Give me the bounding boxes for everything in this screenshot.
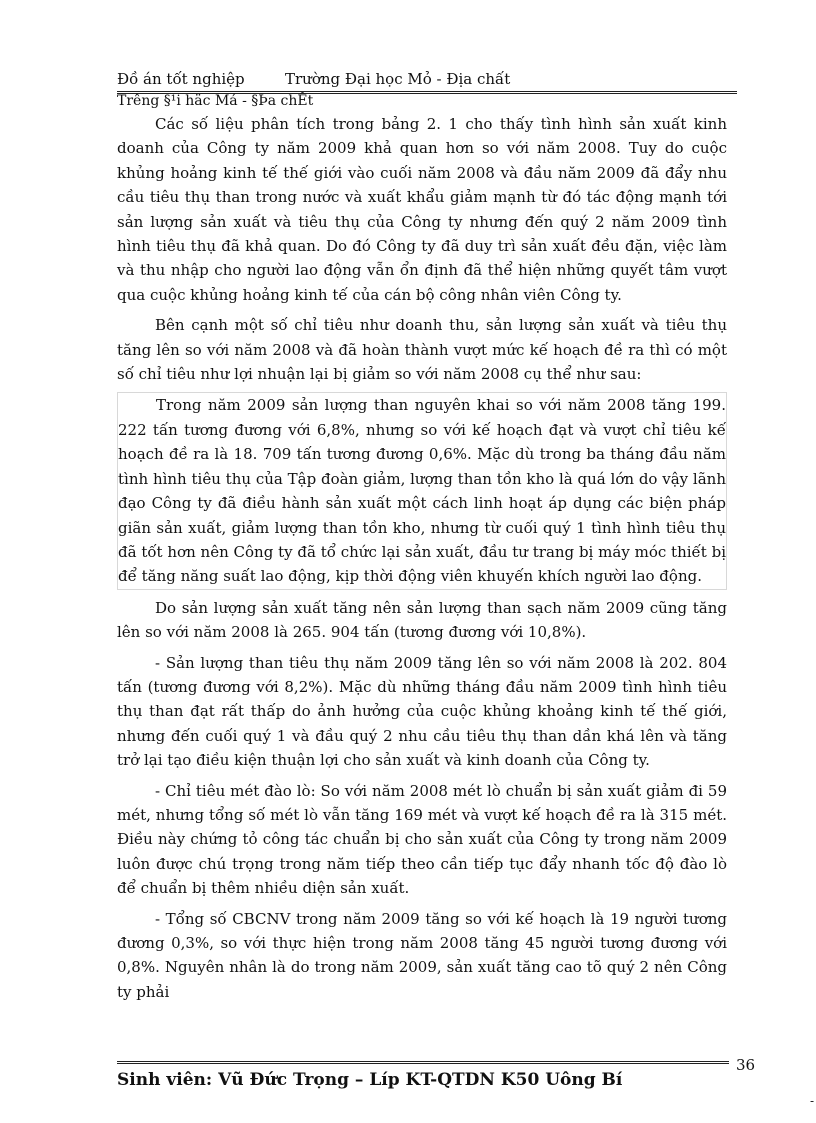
paragraph: - Chỉ tiêu mét đào lò: So với năm 2008 mét lò chuẩn bị sản xuất giảm đi 59 mét, nhưng tổng số mét lò vẫn tăng 169 mét và vượt kế hoạch đề ra là 315 mét. Điều này chứng tỏ công tác chuẩn bị cho sản xuất của Công ty trong năm 2009 luôn được chú trọng trong năm tiếp theo cần tiếp tục đẩy nhanh tốc độ đào lò để chuẩn bị thêm nhiều diện sản xuất. [117,781,727,898]
paragraph: - Tổng số CBCNV trong năm 2009 tăng so với kế hoạch là 19 người tương đương 0,3%, so với thực hiện trong năm 2008 tăng 45 người tương đương với 0,8%. Nguyên nhân là do trong năm 2009, sản xuất tăng cao tõ quý 2 nên Công ty phải [117,909,727,1001]
paragraph: - Sản lượng than tiêu thụ năm 2009 tăng lên so với năm 2008 là 202. 804 tấn (tương đương với 8,2%). Mặc dù những tháng đầu năm 2009 tình hình tiêu thụ than đạt rất thấp do ảnh hưởng của cuộc khủng khoảng kinh tế thế giới, nhưng đến cuối quý 1 và đầu quý 2 nhu cầu tiêu thụ than dần khá lên và tăng trở lại tạo điều kiện thuận lợi cho sản xuất và kinh doanh của Công ty. [117,653,727,770]
footer-divider [117,1061,729,1064]
header-thesis-label: Đồ án tốt nghiệp [117,70,245,88]
corner-mark: - [810,1094,815,1108]
paragraph: Trong năm 2009 sản lượng than nguyên khai so với năm 2008 tăng 199. 222 tấn tương đương với 6,8%, nhưng so với kế hoạch đạt và vượt chỉ tiêu kế hoạch đề ra là 18. 709 tấn tương đương 0,6%. Mặc dù trong ba tháng đầu năm tình hình tiêu thụ của Tập đoàn giảm, lượng than tồn kho là quá lớn do vậy lãnh đạo Công ty đã điều hành sản xuất một cách linh hoạt áp dụng các biện pháp giãn sản xuất, giảm lượng than tồn kho, nhưng từ cuối quý 1 tình hình tiêu thụ đã tốt hơn nên Công ty đã tổ chức lại sản xuất, đầu tư trang bị máy móc thiết bị để tăng năng suất lao động, kịp thời động viên khuyến khích người lao động. [117,392,727,589]
page-header [117,70,737,88]
paragraph: Các số liệu phân tích trong bảng 2. 1 cho thấy tình hình sản xuất kinh doanh của Công ty năm 2009 khả quan hơn so với năm 2008. Tuy do cuộc khủng hoảng kinh tế thế giới vào cuối năm 2008 và đầu năm 2009 đã đẩy nhu cầu tiêu thụ than trong nước và xuất khẩu giảm mạnh từ đó tác động mạnh tới sản lượng sản xuất và tiêu thụ của Công ty nhưng đến quý 2 năm 2009 tình hình tiêu thụ đã khả quan. Do đó Công ty đã duy trì sản xuất đều đặn, việc làm và thu nhập cho người lao động vẫn ổn định đã thể hiện những quyết tâm vượt qua cuộc khủng hoảng kinh tế của cán bộ công nhân viên Công ty. [117,115,727,304]
header-school-name: Trường Đại học Mỏ - Địa chất [285,70,511,88]
paragraph: Do sản lượng sản xuất tăng nên sản lượng than sạch năm 2009 cũng tăng lên so với năm 2008 là 265. 904 tấn (tương đương với 10,8%). [117,598,727,642]
header-garbled-text: Trêng §¹i häc Má - §Þa chÊt [117,93,314,109]
page-number: 36 [736,1056,756,1074]
page-footer: Sinh viên: Vũ Đức Trọng – Líp KT-QTDN K50 Uông Bí [117,1070,623,1090]
page-body [117,112,727,1004]
paragraph: Bên cạnh một số chỉ tiêu như doanh thu, sản lượng sản xuất và tiêu thụ tăng lên so với năm 2008 và đã hoàn thành vượt mức kế hoạch đề ra thì có một số chỉ tiêu như lợi nhuận lại bị giảm so với năm 2008 cụ thể như sau: [117,316,727,384]
